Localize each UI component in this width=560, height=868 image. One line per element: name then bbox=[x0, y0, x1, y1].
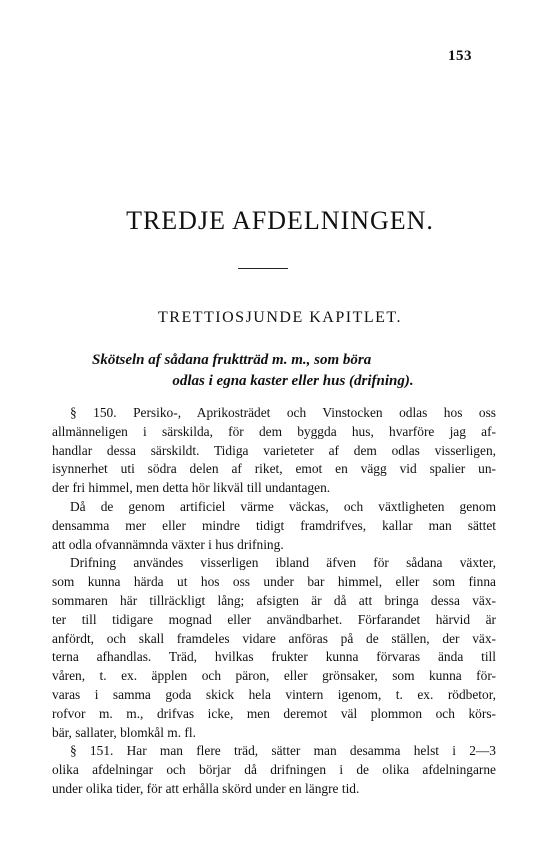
text-line: anfördt, och skall framdeles vidare anföras på de ställen, der väx- bbox=[52, 630, 496, 646]
text-line: ter till tidigare mognad eller användbarhet. Förfarandet härvid är bbox=[52, 611, 496, 627]
text-line: Då de genom artificiel värme väckas, och växtligheten genom bbox=[70, 498, 496, 514]
text-line: sommaren här tillräckligt lång; afsigten är då att bringa dessa väx- bbox=[52, 592, 496, 608]
text-line: handlar dessa särskildt. Tidiga varieteter af dem odlas visserligen, bbox=[52, 442, 496, 458]
title-rule bbox=[238, 268, 288, 269]
text-line: isynnerhet uti södra delen af riket, emot en vägg vid spalier un- bbox=[52, 461, 496, 477]
text-line: Drifning användes visserligen ibland äfven för sådana växter, bbox=[70, 555, 496, 571]
text-line: bär, sallater, blomkål m. fl. bbox=[52, 724, 196, 740]
text-line: der fri himmel, men detta hör likväl till undantagen. bbox=[52, 480, 331, 496]
section-title: TREDJE AFDELNINGEN. bbox=[126, 206, 434, 235]
body-text bbox=[52, 404, 496, 799]
text-line: rofvor m. m., drifvas icke, men deremot väl plommon och körs- bbox=[52, 705, 496, 721]
text-line: varas i samma goda skick hela vintern igenom, t. ex. rödbetor, bbox=[52, 686, 496, 702]
text-line: olika afdelningar och börjar då drifningen i de olika afdelningarne bbox=[52, 762, 496, 778]
subtitle-line: odlas i egna kaster eller hus (drifning). bbox=[172, 373, 414, 389]
subtitle-line: Skötseln af sådana fruktträd m. m., som böra bbox=[92, 352, 372, 368]
text-line: densamma mer eller mindre tidigt framdrifves, kallar man sättet bbox=[52, 517, 496, 533]
text-line: under olika tider, för att erhålla skörd under en längre tid. bbox=[52, 780, 360, 796]
page-number: 153 bbox=[448, 48, 472, 64]
text-line: våren, t. ex. äpplen och päron, eller grönsaker, som kunna för- bbox=[52, 668, 496, 684]
text-line: att odla ofvannämnda växter i hus drifning. bbox=[52, 536, 284, 552]
text-line: terna afhandlas. Träd, hvilkas frukter kunna förvaras ända till bbox=[52, 649, 496, 665]
text-line: § 151. Har man flere träd, sätter man desamma helst i 2—3 bbox=[70, 743, 496, 759]
text-line: § 150. Persiko-, Aprikosträdet och Vinstocken odlas hos oss bbox=[70, 405, 496, 420]
text-line: som kunna härda ut hos oss under bar himmel, eller som finna bbox=[52, 574, 496, 590]
chapter-title: TRETTIOSJUNDE KAPITLET. bbox=[158, 309, 402, 326]
chapter-subtitle bbox=[92, 350, 494, 392]
text-line: allmänneligen i särskilda, för dem byggda hus, hvarföre jag af- bbox=[52, 423, 496, 439]
